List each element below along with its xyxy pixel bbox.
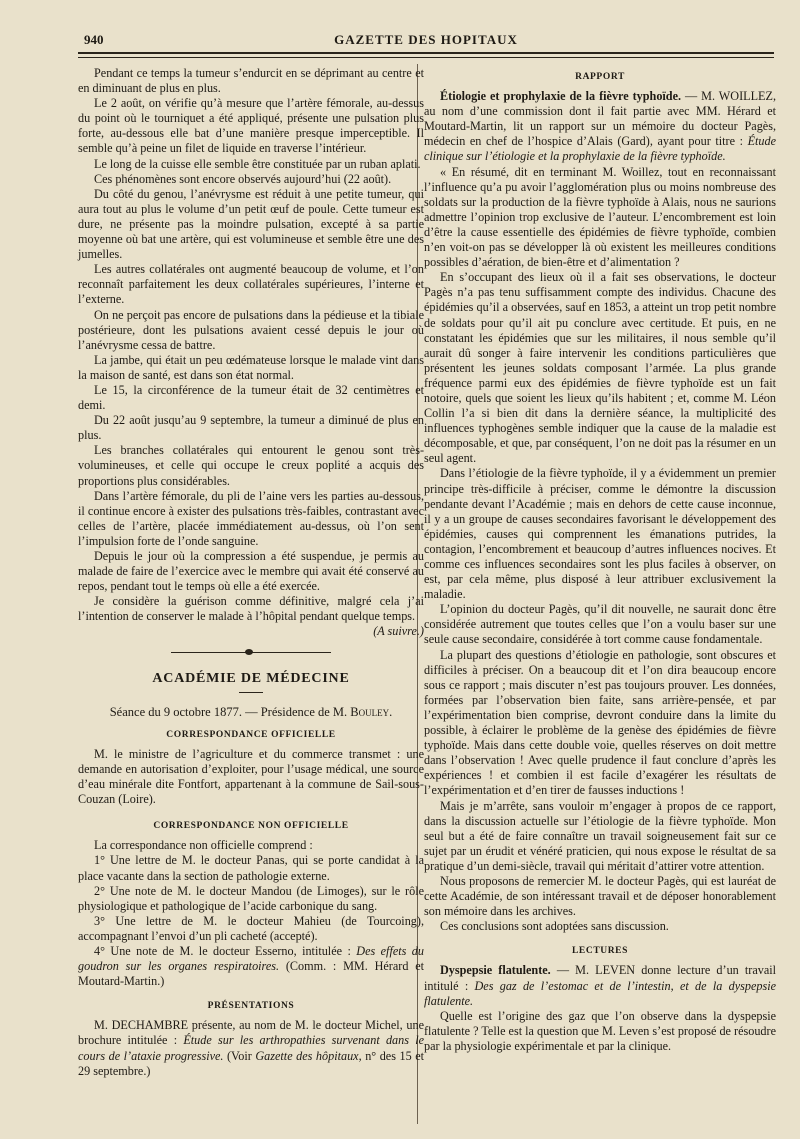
- to-follow-note: (A suivre.): [373, 624, 424, 639]
- rapport-intro: [424, 89, 776, 164]
- ornamental-rule: [171, 652, 331, 653]
- lecture-work-title: Des gaz de l’estomac et de l’intestin, et de la dyspepsie flatulente.: [424, 978, 776, 1008]
- rapport-paragraph: La plupart des questions d’étiologie en pathologie, sont obscures et difficiles à préciser. On a beaucoup dit et l’on dira beaucoup encore sous ce rapport ; mais discuter n’est pas toujours prouver. Les données, formées par l’observation bien faite, sans arrière-pensée, et par l’expérimentation bien comprise, devront conduire dans la limite du possible, à éclairer le problème de la genèse des épidémies de fièvre typhoïde. Mais dans cette double voie, quelles réserves on doit mettre dans l’observation ! Avec quelle prudence il faut conclure d’après les expériences ! et combien il est facile d’exagérer les résultats de l’expérimentation et d’en tirer de fausses inductions !: [424, 647, 776, 798]
- case-paragraph: Du 22 août jusqu’au 9 septembre, la tumeur a diminué de plus en plus.: [78, 413, 424, 443]
- memoir-title: Étude clinique sur l’étiologie et la prophylaxie de la fièvre typhoïde.: [424, 134, 776, 164]
- rapport-paragraph: L’opinion du docteur Pagès, qu’il dit nouvelle, ne saurait donc être considérée autrement que toutes celles que l’on a voulu baser sur une seule cause secondaire, considérée à tort comme cause fondamentale.: [424, 602, 776, 647]
- case-paragraph: Dans l’artère fémorale, du pli de l’aine vers les parties au-dessous, il continue encore à exister des pulsations très-faibles, contrastant avec celles de l’artère, placée immédiatement au-dessus, où l’on sent l’impulsion forte de l’onde sanguine.: [78, 488, 424, 548]
- section-title: ACADÉMIE DE MÉDECINE: [152, 670, 350, 686]
- presentation-intro: présente, au nom de M. le docteur Michel, une brochure intitulée :: [78, 1018, 424, 1048]
- nonofficial-heading: CORRESPONDANCE NON OFFICIELLE: [153, 821, 349, 832]
- case-paragraph: Le 15, la circonférence de la tumeur était de 32 centimètres et demi.: [78, 382, 424, 413]
- presenter-name: M. DECHAMBRE: [94, 1018, 189, 1033]
- session-line: [78, 705, 424, 720]
- case-paragraph: Le long de la cuisse elle semble être constituée par un ruban aplati.: [94, 156, 421, 171]
- correspondence-item: 1° Une lettre de M. le docteur Panas, qui se porte candidat à la place vacante dans la section de pathologie externe.: [78, 853, 424, 883]
- running-header: [78, 28, 774, 54]
- lecture-paragraph: Quelle est l’origine des gaz que l’on observe dans la dyspepsie flatulente ? Telle est la question que M. Leven s’est proposé de résoudre par la physiologie expérimentale et par la clinique.: [424, 1008, 776, 1053]
- case-paragraph: Du côté du genou, l’anévrysme est réduit à une petite tumeur, qui aura tout au plus le volume d’un petit œuf de poule. Cette tumeur est dure, ne présente pas la moindre pulsation, excepté à sa partie moyenne où bat une artère, qui est volumineuse et semble être une des jumelles.: [78, 186, 424, 262]
- rapport-paragraph: Nous proposons de remercier M. le docteur Pagès, qui est lauréat de cette Académie, de son intéressant travail et de déposer honorablement son mémoire dans les archives.: [424, 873, 776, 919]
- presentation-text: [78, 1018, 424, 1078]
- item4-intro: 4° Une note de M. le docteur Esserno, intitulée :: [94, 943, 351, 958]
- rapport-paragraph: « En résumé, dit en terminant M. Woillez, tout en reconnaissant l’influence qu’a pu avoir l’agglomération plus ou moins nombreuse des soldats sur la production de la fièvre typhoïde à Alais, nous ne saurions admettre l’opinion trop exclusive de l’auteur. L’encombrement est loin d’être la cause essentielle des épidémies de fièvre typhoïde, combien n’en voit-on pas se développer là où existent les meilleures conditions possibles d’aération, de bien-être et d’alimentation ?: [424, 164, 776, 270]
- rapport-paragraph: En s’occupant des lieux où il a fait ses observations, le docteur Pagès n’a pas tenu suffisamment compte des individus. Chacune des épidémies qu’il a observées, sauf en 1853, a atteint un trop petit nombre de soldats pour qu’il ait pu conclure avec certitude. Et puis, en ne constatant les épidémies que sur les militaires, il nous semble qu’il aurait dû songer à faire intervenir les conditions particulières que présentent les jeunes soldats composant l’armée. La plus grande fréquence parmi eux des épidémies de fièvre typhoïde est un fait notoire, quels que soient les lieux qu’ils habitent ; et, comme M. Léon Collin l’a si bien dit dans la dernière séance, la multiplicité des influences typhogènes semble indiquer que la cause de la maladie est décomposable, et que, par conséquent, l’on ne doit pas la résumer en un seul agent.: [424, 270, 776, 466]
- lectures-heading: LECTURES: [571, 946, 628, 957]
- correspondence-item: 3° Une lettre de M. le docteur Mahieu (de Tourcoing), accompagnant l’envoi d’un pli cacheté (accepté).: [78, 913, 424, 943]
- correspondence-item: 2° Une note de M. le docteur Mandou (de Limoges), sur le rôle physiologique et pathologique de l’acide carbonique du sang.: [78, 883, 424, 913]
- nonofficial-intro: La correspondance non officielle comprend :: [94, 838, 313, 853]
- left-column: [78, 66, 424, 1079]
- case-paragraph: Les branches collatérales qui entourent le genou sont très-volumineuses, et celle qui occupe le creux poplité a acquis des proportions plus considérables.: [78, 443, 424, 488]
- lecture-title: Dyspepsie flatulente.: [440, 963, 551, 978]
- item4-comm: (Comm. : MM. Hérard et Moutard-Martin.): [78, 959, 425, 989]
- right-column: [424, 66, 776, 1054]
- case-paragraph: Les autres collatérales ont augmenté beaucoup de volume, et l’on reconnaît parfaitement les deux collatérales supérieures, l’interne et l’externe.: [78, 262, 424, 307]
- rapport-author: — M. WOILLEZ,: [685, 89, 776, 104]
- journal-title: GAZETTE DES HOPITAUX: [334, 32, 518, 47]
- rapport-paragraph: Mais je m’arrête, sans vouloir m’engager à propos de ce rapport, dans la discussion actuelle sur l’étiologie de la fièvre typhoïde. Mon seul but a été de faire connaître un travail soigneusement fait sur ce sujet par un érudit et vénéré praticien, qui nous expose le résultat de sa pratique d’un demi-siècle, travail qui méritait d’attirer votre attention.: [424, 798, 776, 873]
- case-paragraph: Depuis le jour où la compression a été suspendue, je permis au malade de faire de l’exercice avec le membre qui avait été conservé au repos, pendant tout le temps où elle a été exercée.: [78, 549, 424, 594]
- title-rule: [239, 692, 263, 693]
- case-paragraph: La jambe, qui était un peu œdémateuse lorsque le malade vint dans la maison de santé, est dans son état normal.: [78, 352, 424, 382]
- issue-dates: n° des 15 et 29 septembre.): [78, 1048, 425, 1078]
- lecture-author: — M. LEVEN: [556, 963, 636, 978]
- case-paragraph: On ne perçoit pas encore de pulsations dans la pédieuse et la tibiale postérieure, dont les pulsations avaient cessé depuis le jour où l’anévrysme cessa de battre.: [78, 307, 424, 352]
- see-note: (Voir: [227, 1048, 252, 1063]
- rapport-title: Étiologie et prophylaxie de la fièvre typhoïde.: [440, 89, 682, 104]
- case-paragraph: Pendant ce temps la tumeur s’endurcit en se déprimant au centre et en diminuant de plus en plus.: [78, 66, 424, 96]
- rapport-paragraph: Dans l’étiologie de la fièvre typhoïde, il y a évidemment un premier principe très-difficile à préciser, comme le démontre la discussion pendante devant l’Académie ; mais en dehors de cette cause inconnue, il y a un groupe de causes secondaires favorisant le développement des épidémies, causes qui comprennent les émanations putrides, la contagion, l’encombrement et beaucoup d’autres influences nocives. Et comme ces influences secondaires sont les plus faciles à observer, on est, par cela même, plus disposé à leur attribuer exclusivement la maladie.: [424, 466, 776, 602]
- presentations-heading: PRÉSENTATIONS: [207, 1001, 295, 1012]
- president-name: Bouley.: [350, 704, 393, 719]
- rapport-summary: au nom d’une commission dont il fait partie avec MM. Hérard et Moutard-Martin, lit un rapport sur un mémoire du docteur Pagès, médecin en chef de l’hospice d’Alais (Gard), ayant pour titre :: [424, 104, 776, 149]
- case-paragraph: Je considère la guérison comme définitive, malgré cela j’ai l’intention de conserver le malade à l’hôpital pendant quelque temps.: [78, 594, 424, 624]
- lecture-intro: [424, 963, 776, 1008]
- official-heading: CORRESPONDANCE OFFICIELLE: [166, 729, 336, 740]
- page-number: 940: [84, 32, 104, 47]
- header-rule: [78, 57, 774, 58]
- correspondence-item: [78, 944, 424, 989]
- case-paragraph: Ces phénomènes sont encore observés aujourd’hui (22 août).: [94, 171, 392, 186]
- official-text: M. le ministre de l’agriculture et du commerce transmet : une demande en autorisation d’exploiter, pour l’usage médical, une source d’eau minérale dite Fontfort, appartenant à la commune de Sail-sous-Couzan (Loire).: [78, 746, 424, 807]
- case-paragraph: Le 2 août, on vérifie qu’à mesure que l’artère fémorale, au-dessus du point où le tourniquet a été appliqué, présente une pulsation plus forte, au-dessous elle bat d’une manière presque imperceptible. Il semble qu’à peine un filet de liquide en traverse l’intérieur.: [78, 96, 424, 156]
- session-text: Séance du 9 octobre 1877. — Présidence de M.: [109, 704, 348, 719]
- rapport-heading: RAPPORT: [575, 72, 625, 82]
- brochure-title: Étude sur les arthropathies survenant dans le cours de l’ataxie progressive.: [78, 1033, 425, 1063]
- rapport-paragraph: Ces conclusions sont adoptées sans discussion.: [440, 919, 669, 934]
- lecture-summary: donne lecture d’un travail intitulé :: [424, 963, 777, 993]
- gazette-reference: Gazette des hôpitaux,: [255, 1048, 362, 1063]
- item4-title: Des effets du goudron sur les organes respiratoires.: [78, 943, 424, 974]
